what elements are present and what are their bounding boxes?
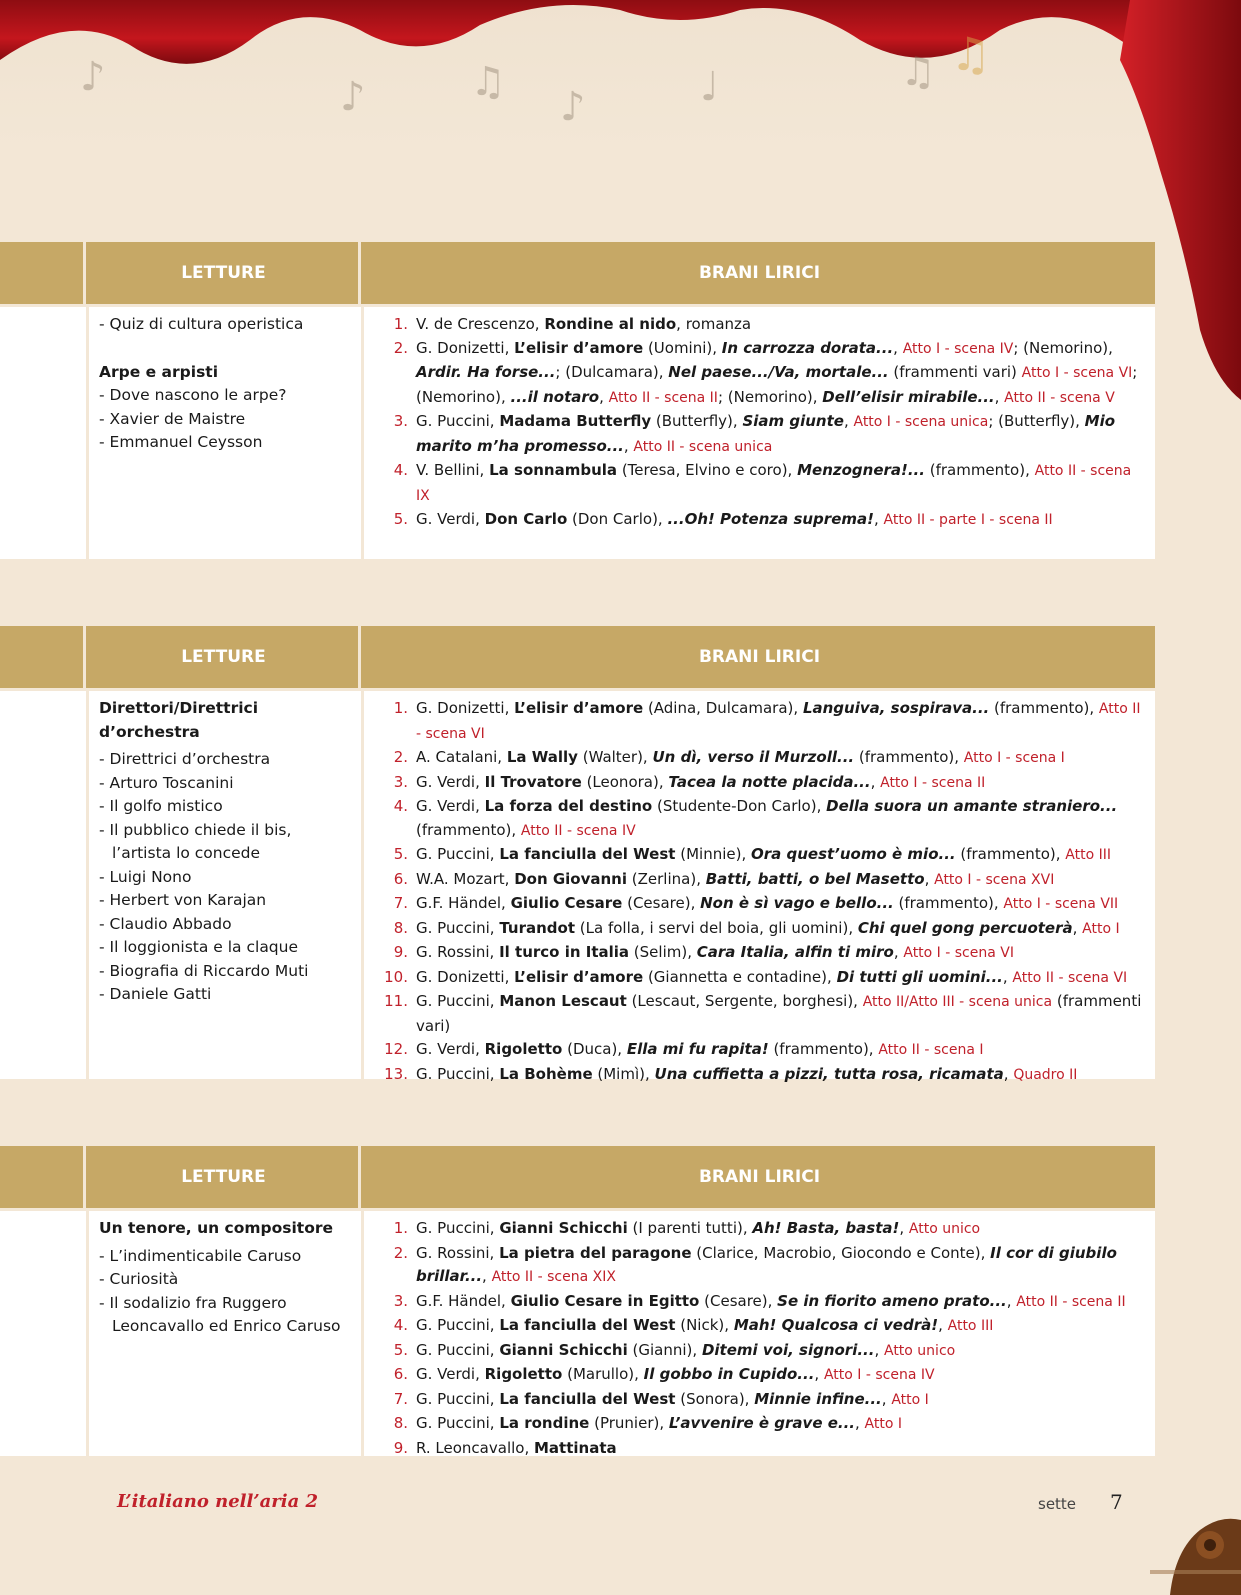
item-number: 1. [393, 1219, 408, 1237]
opera-title: Gianni Schicchi [499, 1340, 628, 1359]
act-scene-reference: Atto I - scena unica [853, 414, 989, 430]
opera-title: Don Giovanni [514, 869, 628, 888]
item-number: 3. [393, 412, 408, 430]
act-scene-reference: Atto I [864, 1416, 902, 1432]
item-text: , [623, 436, 634, 455]
act-scene-reference: Atto I - scena VII [1003, 896, 1119, 912]
list-item [384, 508, 1145, 533]
item-text: G. Rossini, [416, 1243, 500, 1262]
opera-title: Rondine al nido [544, 315, 677, 333]
item-number: 10. [384, 967, 408, 986]
item-text: , [814, 1365, 824, 1383]
list-item [384, 1314, 1145, 1339]
item-text: A. Catalani, [416, 748, 507, 766]
item-number: 9. [393, 943, 408, 961]
table-row [0, 307, 1155, 559]
item-text: G. Puccini, [416, 992, 500, 1010]
act-scene-reference: Atto I - scena VI [1021, 365, 1133, 381]
letture-header: LETTURE [89, 626, 361, 688]
item-text: , [843, 412, 854, 430]
aria-title: Ora quest’uomo è mio... [751, 845, 956, 863]
item-text: G. Puccini, [416, 1064, 500, 1083]
aria-title: Mah! Qualcosa ci vedrà! [733, 1316, 939, 1334]
item-text: (Uomini), [643, 338, 722, 357]
list-item [384, 1437, 1145, 1461]
item-text: G.F. Händel, [416, 1291, 511, 1310]
aria-title: Batti, batti, o bel Masetto [705, 869, 925, 888]
brani-cell [364, 691, 1155, 1083]
aria-title: Ah! Basta, basta! [752, 1219, 900, 1237]
aria-title: Il cor di giubilo brillar... [416, 1243, 1117, 1285]
act-scene-reference: Atto II - scena IV [520, 822, 636, 839]
list-item [384, 337, 1145, 411]
item-text: (Lescaut, Sergente, borghesi), [626, 992, 863, 1010]
list-item [384, 313, 1145, 337]
act-scene-reference: Atto II - scena I [878, 1042, 984, 1058]
item-text: G. Puccini, [416, 845, 500, 863]
aria-title: Chi quel gong percuoterà [857, 918, 1073, 937]
opera-title: Il turco in Italia [499, 943, 630, 961]
opera-title: L’elisir d’amore [514, 967, 644, 986]
reading-item: - Dove nascono le arpe? [99, 386, 287, 404]
reading-item: - Herbert von Karajan [99, 891, 267, 909]
act-scene-reference: Quadro II [1013, 1066, 1078, 1083]
svg-text:♪: ♪ [340, 74, 366, 120]
item-text: (Sonora), [675, 1389, 755, 1408]
act-scene-reference: Atto II - scena unica [633, 438, 773, 455]
item-text: , [924, 869, 935, 888]
list-item [384, 697, 1145, 746]
svg-text:♫: ♫ [950, 27, 992, 81]
svg-text:♫: ♫ [470, 59, 506, 105]
aria-title: Ardir. Ha forse... [416, 363, 556, 381]
list-item [384, 1363, 1145, 1388]
item-text: (Selim), [629, 943, 697, 961]
brani-cell [364, 1211, 1155, 1456]
item-text: (Mimì), [592, 1064, 655, 1083]
brani-cell [364, 307, 1155, 559]
item-number: 2. [393, 338, 408, 357]
item-text: G. Verdi, [416, 510, 485, 528]
list-item [384, 966, 1145, 991]
reading-item: - Arturo Toscanini [99, 773, 234, 792]
item-text: (Don Carlo), [567, 510, 668, 528]
item-number: 11. [384, 992, 408, 1010]
table-header [0, 1146, 1155, 1208]
item-text: G. Puccini, [416, 918, 500, 937]
aria-title: Nel paese.../Va, mortale... [668, 363, 889, 381]
item-text: , [854, 1414, 865, 1432]
item-text: ; (Nemorino), [717, 387, 823, 406]
item-text: (Walter), [577, 748, 653, 766]
list-item [384, 1388, 1145, 1413]
item-text: (Duca), [562, 1040, 627, 1058]
act-scene-reference: Atto I [1082, 920, 1120, 937]
item-text: (Leonora), [581, 772, 669, 791]
item-text: (frammenti vari) [888, 363, 1022, 381]
act-scene-reference: Atto I - scena XVI [934, 871, 1055, 888]
act-scene-reference: Atto I - scena IV [823, 1367, 935, 1383]
item-number: 3. [393, 772, 408, 791]
act-scene-reference: Atto III [947, 1318, 994, 1334]
list-item [384, 1063, 1145, 1088]
opera-title: Mattinata [534, 1438, 617, 1457]
act-scene-reference: Atto II - parte I - scena II [883, 512, 1053, 528]
act-scene-reference: Atto I - scena II [880, 774, 986, 791]
svg-text:♫: ♫ [900, 49, 936, 95]
item-number: 2. [393, 748, 408, 766]
aria-title: Menzognera!... [797, 461, 925, 479]
list-item [384, 990, 1145, 1038]
reading-title: Direttori/Direttrici d’orchestra [99, 699, 259, 741]
brani-list [384, 313, 1145, 533]
item-text: (Zerlina), [627, 869, 706, 888]
violin-scroll-illustration [1130, 1440, 1241, 1595]
aria-title: ...Oh! Potenza suprema! [667, 510, 874, 528]
reading-item: - Il pubblico chiede il bis, l’artista lo concede [99, 820, 292, 862]
aria-title: Della suora un amante straniero... [826, 797, 1118, 815]
brani-header: BRANI LIRICI [698, 1167, 821, 1187]
opera-title: La pietra del paragone [499, 1243, 692, 1262]
aria-title: Ella mi fu rapita! [626, 1040, 769, 1058]
opera-title: La rondine [499, 1414, 590, 1432]
list-item [384, 1217, 1145, 1242]
item-text: , [994, 387, 1005, 406]
item-number: 8. [393, 1414, 408, 1432]
list-item [384, 1412, 1145, 1437]
item-text: V. de Crescenzo, [416, 315, 545, 333]
svg-text:♩: ♩ [700, 64, 719, 110]
table-header [0, 626, 1155, 688]
act-scene-reference: Atto II - scena II [608, 389, 718, 406]
brani-list [384, 1217, 1145, 1460]
aria-title: Languiva, sospirava... [802, 699, 990, 717]
act-scene-reference: Atto II/Atto III - scena unica [862, 994, 1053, 1010]
item-text: (Gianni), [627, 1340, 702, 1359]
item-text: (Teresa, Elvino e coro), [617, 461, 798, 479]
opera-title: L’elisir d’amore [514, 699, 644, 717]
item-text: (Giannetta e contadine), [643, 967, 837, 986]
list-item [384, 771, 1145, 796]
act-scene-reference: Atto II - scena V [1004, 389, 1115, 406]
letture-cell [89, 307, 361, 559]
opera-title: Gianni Schicchi [499, 1219, 628, 1237]
aria-title: Il gobbo in Cupido... [643, 1365, 815, 1383]
item-text: ; (Butterfly), [988, 412, 1085, 430]
item-number: 7. [393, 1389, 408, 1408]
item-text: W.A. Mozart, [416, 869, 515, 888]
item-text: G. Rossini, [416, 943, 500, 961]
item-number: 4. [393, 797, 408, 815]
letture-header: LETTURE [89, 242, 361, 304]
item-text: G. Puccini, [416, 1389, 500, 1408]
opera-title: Don Carlo [484, 510, 568, 528]
item-number: 5. [393, 1340, 408, 1359]
item-text: , [893, 943, 904, 961]
brani-header: BRANI LIRICI [698, 647, 821, 667]
aria-title: Mio marito m’ha promesso... [416, 412, 1116, 455]
table-row [0, 691, 1155, 1083]
item-text: (frammenti vari) [416, 992, 1142, 1035]
item-text: R. Leoncavallo, [416, 1438, 534, 1457]
opera-title: La fanciulla del West [499, 845, 676, 863]
item-text: (Butterfly), [651, 412, 743, 430]
reading-item: - Il loggionista e la claque [99, 938, 299, 956]
item-text: ; (Dulcamara), [555, 363, 669, 381]
item-text: G. Puccini, [416, 1219, 500, 1237]
page-number-word: sette [1038, 1495, 1077, 1513]
item-number: 1. [393, 699, 408, 717]
opera-title: La sonnambula [489, 461, 618, 479]
item-text: (Marullo), [562, 1365, 644, 1383]
item-text: , [873, 510, 884, 528]
list-item [384, 1290, 1145, 1315]
list-item [384, 843, 1145, 868]
item-number: 9. [393, 1438, 408, 1457]
table-header [0, 242, 1155, 304]
aria-title: Cara Italia, alfin ti miro [696, 943, 894, 961]
item-text: , [482, 1267, 492, 1285]
list-item [384, 917, 1145, 942]
item-text: , [899, 1219, 909, 1237]
act-scene-reference: Atto II - scena XIX [491, 1269, 616, 1285]
item-number: 5. [393, 845, 408, 863]
item-text: , [881, 1389, 892, 1408]
act-scene-reference: Atto I - scena I [963, 750, 1065, 766]
opera-title: La forza del destino [484, 797, 653, 815]
item-text: , [1006, 1291, 1017, 1310]
item-text: G. Donizetti, [416, 338, 515, 357]
act-scene-reference: Atto II - scena IX [416, 463, 1132, 504]
item-text: ; (Nemorino), [416, 363, 1138, 406]
aria-title: Minnie infine... [754, 1389, 882, 1408]
act-scene-reference: Atto II - scena VI [416, 701, 1141, 742]
list-item [384, 795, 1145, 843]
item-text: G. Puccini, [416, 412, 500, 430]
opera-title: La fanciulla del West [499, 1389, 676, 1408]
item-text: G.F. Händel, [416, 894, 511, 912]
aria-title: ...il notaro [510, 387, 600, 406]
brani-list [384, 697, 1145, 1087]
act-scene-reference: Atto unico [883, 1342, 956, 1359]
letture-header: LETTURE [89, 1146, 361, 1208]
act-scene-reference: Atto I - scena IV [902, 340, 1014, 357]
item-text: G. Verdi, [416, 1040, 485, 1058]
list-item [384, 892, 1145, 917]
aria-title: Tacea la notte placida... [668, 772, 871, 791]
reading-item: - Luigi Nono [99, 867, 192, 886]
opera-title: Giulio Cesare [510, 894, 623, 912]
item-text: , [1002, 967, 1013, 986]
opera-title: Il Trovatore [484, 772, 582, 791]
brani-header: BRANI LIRICI [698, 263, 821, 283]
item-text: (Cesare), [699, 1291, 778, 1310]
item-text: , romanza [676, 315, 752, 333]
reading-item: - L’indimenticabile Caruso [99, 1246, 302, 1265]
reading-title: Arpe e arpisti [99, 362, 219, 381]
item-text: (frammento), [924, 461, 1035, 479]
item-number: 2. [393, 1243, 408, 1262]
letture-cell [89, 1211, 361, 1456]
act-scene-reference: Atto I [891, 1391, 929, 1408]
act-scene-reference: Atto I - scena VI [903, 945, 1014, 961]
opera-title: Turandot [499, 918, 576, 937]
list-item [384, 1242, 1145, 1290]
item-text: (Prunier), [589, 1414, 669, 1432]
list-item [384, 1339, 1145, 1364]
item-text: ; (Nemorino), [1013, 338, 1113, 357]
aria-title: L’avvenire è grave e... [668, 1414, 855, 1432]
item-text: (I parenti tutti), [627, 1219, 753, 1237]
item-number: 6. [393, 869, 408, 888]
item-text: V. Bellini, [416, 461, 490, 479]
reading-item: - Xavier de Maistre [99, 409, 246, 428]
reading-item: - Direttrici d’orchestra [99, 750, 271, 768]
letture-cell [89, 691, 361, 1079]
list-item [384, 746, 1145, 771]
item-text: (frammento), [416, 820, 521, 839]
item-number: 4. [393, 461, 408, 479]
item-text: (frammento), [955, 845, 1066, 863]
item-text: , [1072, 918, 1083, 937]
reading-title: Un tenore, un compositore [99, 1219, 334, 1237]
item-text: G. Puccini, [416, 1316, 500, 1334]
item-number: 5. [393, 510, 408, 528]
aria-title: In carrozza dorata... [721, 338, 894, 357]
aria-title: Se in fiorito ameno prato... [777, 1291, 1007, 1310]
aria-title: Un dì, verso il Murzoll... [652, 748, 855, 766]
act-scene-reference: Atto II - scena II [1016, 1293, 1126, 1310]
aria-title: Non è sì vago e bello... [700, 894, 894, 912]
opera-title: Rigoletto [484, 1040, 563, 1058]
table-row [0, 1211, 1155, 1456]
reading-item: - Curiosità [99, 1270, 179, 1288]
list-item [384, 410, 1145, 459]
list-item [384, 1038, 1145, 1063]
item-text: (Minnie), [675, 845, 751, 863]
reading-item: - Daniele Gatti [99, 985, 212, 1003]
list-item [384, 941, 1145, 966]
reading-item: - Claudio Abbado [99, 914, 232, 933]
item-number: 7. [393, 894, 408, 912]
svg-text:♪: ♪ [560, 84, 586, 130]
item-text: , [870, 772, 881, 791]
item-text: (Clarice, Macrobio, Giocondo e Conte), [691, 1243, 991, 1262]
reading-item: - Il golfo mistico [99, 797, 223, 815]
opera-title: La Wally [506, 748, 578, 766]
act-scene-reference: Atto unico [908, 1221, 981, 1237]
item-text: , [893, 338, 903, 357]
item-number: 6. [393, 1365, 408, 1383]
opera-title: Giulio Cesare in Egitto [510, 1291, 700, 1310]
aria-title: Dell’elisir mirabile... [822, 387, 995, 406]
item-number: 1. [393, 315, 408, 333]
opera-title: La Bohème [499, 1064, 593, 1083]
item-number: 13. [384, 1064, 408, 1083]
aria-title: Ditemi voi, signori... [701, 1340, 875, 1359]
item-text: , [599, 387, 609, 406]
act-scene-reference: Atto III [1065, 847, 1111, 863]
list-item [384, 459, 1145, 508]
item-text: , [874, 1340, 884, 1359]
item-text: (Cesare), [622, 894, 701, 912]
item-text: (La folla, i servi del boia, gli uomini), [575, 918, 858, 937]
item-text: (Adina, Dulcamara), [643, 699, 803, 717]
opera-title: Madama Butterfly [499, 412, 652, 430]
item-text: (frammento), [768, 1040, 879, 1058]
item-text: G. Donizetti, [416, 967, 515, 986]
aria-title: Di tutti gli uomini... [836, 967, 1003, 986]
reading-item: - Emmanuel Ceysson [99, 433, 263, 451]
item-text: (frammento), [989, 699, 1099, 717]
item-text: , [938, 1316, 948, 1334]
page-number: 7 [1110, 1490, 1123, 1514]
item-text: G. Verdi, [416, 772, 485, 791]
item-text: (frammento), [893, 894, 1004, 912]
aria-title: Siam giunte [742, 412, 844, 430]
opera-title: Rigoletto [484, 1365, 563, 1383]
act-scene-reference: Atto II - scena VI [1012, 969, 1128, 986]
item-number: 12. [384, 1040, 408, 1058]
item-text: G. Donizetti, [416, 699, 515, 717]
opera-title: L’elisir d’amore [514, 338, 644, 357]
item-text: (frammento), [854, 748, 964, 766]
item-text: G. Verdi, [416, 797, 485, 815]
aria-title: Una cuffietta a pizzi, tutta rosa, ricamata [654, 1064, 1004, 1083]
book-title: L’italiano nell’aria 2 [117, 1491, 319, 1512]
list-item [384, 868, 1145, 893]
reading-item: - Il sodalizio fra Ruggero Leoncavallo ed Enrico Caruso [99, 1293, 341, 1335]
item-number: 4. [393, 1316, 408, 1334]
opera-title: La fanciulla del West [499, 1316, 676, 1334]
item-text: G. Verdi, [416, 1365, 485, 1383]
item-number: 3. [393, 1291, 408, 1310]
opera-title: Manon Lescaut [499, 992, 627, 1010]
item-text: , [1003, 1064, 1014, 1083]
item-text: G. Puccini, [416, 1340, 500, 1359]
svg-text:♪: ♪ [80, 54, 106, 100]
reading-item: - Biografia di Riccardo Muti [99, 961, 309, 980]
item-text: (Studente-Don Carlo), [652, 797, 827, 815]
item-number: 8. [393, 918, 408, 937]
reading-item: - Quiz di cultura operistica [99, 315, 304, 333]
item-text: G. Puccini, [416, 1414, 500, 1432]
item-text: (Nick), [675, 1316, 734, 1334]
